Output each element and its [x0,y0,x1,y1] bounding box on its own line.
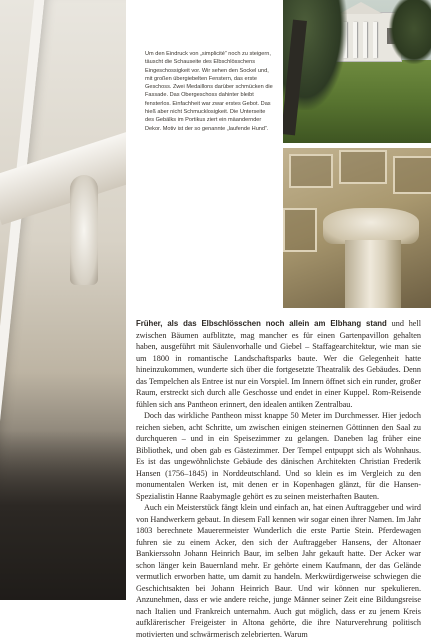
ceiling-coffer [283,208,317,252]
article-paragraph: Auch ein Meisterstück fängt klein und einfach an, hat einen Auftraggeber und wird von Handwerkern gebaut. In diesem Fall kennen wir sogar einen ihrer Namen. Im Jahr 1803 berechnete Mauerermeister Wunderlich die erste Partie Stein. Pferdewagen fuhren sie zu einem Acker, den sich der Auftraggeber Hansens, der Altonaer Bankierssohn Johann Heinrich Baur, im selben Jahr gekauft hatte. Der Acker war schon länger kein Bauernland mehr. Er gehörte einem Kaufmann, der das Gelände vermutlich erworben hatte, um damit zu handeln. Merkwürdigerweise schwiegen die Geschichtsakten bei Johann Heinrich Baur. Und wir können nur spekulieren. Anzunehmen, dass er wie andere reiche, junge Männer seiner Zeit eine Bildungsreise nach Italien und Frankreich unternahm. Auch gut möglich, dass er zu jenem Kreis aufklärerischer Freigeister in Altona gehörte, die ihre Naturverehrung politisch motivierten und schwärmerisch zelebrierten. Warum [136,503,421,639]
article-paragraph-text: und hell zwischen Bäumen aufblitzte, mag mancher es für einen Gartenpavillon gehalten haben, ausgeführt mit Säulenvorhalle und Giebel – Staffagearchitektur, wie man sie um 1800 in romantische Landschaftsparks baute. Wer die Gelegenheit hatte hineinzukommen, wunderte sich über die fortgesetzte Theatralik des Gebäudes. Denn das Tempelchen als Entree ist nur ein Vorspiel. Im Innern öffnet sich ein runder, großer Raum, erstreckt sich durch alle Geschosse und endet in einer Kuppel. Rom-Reisende fühlen sich ans Pantheon erinnert, den idealen antiken Zentralbau. [136,319,421,409]
baluster [70,175,98,285]
article-body [136,318,421,640]
pavilion-column [363,22,367,58]
ceiling-coffer [289,154,333,188]
ceiling-coffer [339,150,387,184]
article-lead: Früher, als das Elbschlösschen noch allein am Elbhang stand [136,319,387,328]
article-paragraph: Doch das wirkliche Pantheon misst knappe 50 Meter im Durchmesser. Hier jedoch reichen sieben, acht Schritte, um zwischen einigen steinernen Göttinnen den Saal zu durchqueren – und in ein Speisezimmer zu gelangen. Daneben lag früher eine Bibliothek, und oben gab es Gästezimmer. Der Tempel entpuppt sich als Wohnhaus. Es ist das ungewöhnlichste Gebäude des dänischen Architekten Christian Frederik Hansen (1756–1845) in Norddeutschland. Und so klein es im Vergleich zu den monumentalen Werken ist, mit denen er in Kopenhagen glänzt, für die Hansen-Spezialistin Hanne Raabymagle gehört es zu seinen meisterhaften Bauten. [136,411,421,501]
column-capital [323,208,419,244]
capital-photo [283,148,431,308]
tree [389,0,431,64]
window-detail-photo [0,0,126,600]
pavilion-column [353,22,357,58]
photo-shadow [0,430,126,600]
pavilion-column [373,22,377,58]
article-paragraph [136,318,421,410]
ceiling-coffer [393,156,431,194]
photo-caption: Um den Eindruck von „simplicité“ noch zu steigern, täuscht die Schauseite des Elbschlösschens Eingeschossigkeit vor. Wir sehen den Sockel und, mit großen übergiebelten Fenstern, das erste Geschoss. Zwei Medaillons darüber schmücken die Fassade. Das Obergeschoss dahinter bleibt fensterlos. Einfachheit war zwar erstes Gebot. Das hieß aber nicht Schmucklosigkeit. Die Unterseite des Gebälks im Portikus ziert ein mäandernder Dekor. Motiv ist der so genannte „laufende Hund“. [145,51,273,132]
pavilion-photo [283,0,431,143]
column-shaft [345,240,401,308]
